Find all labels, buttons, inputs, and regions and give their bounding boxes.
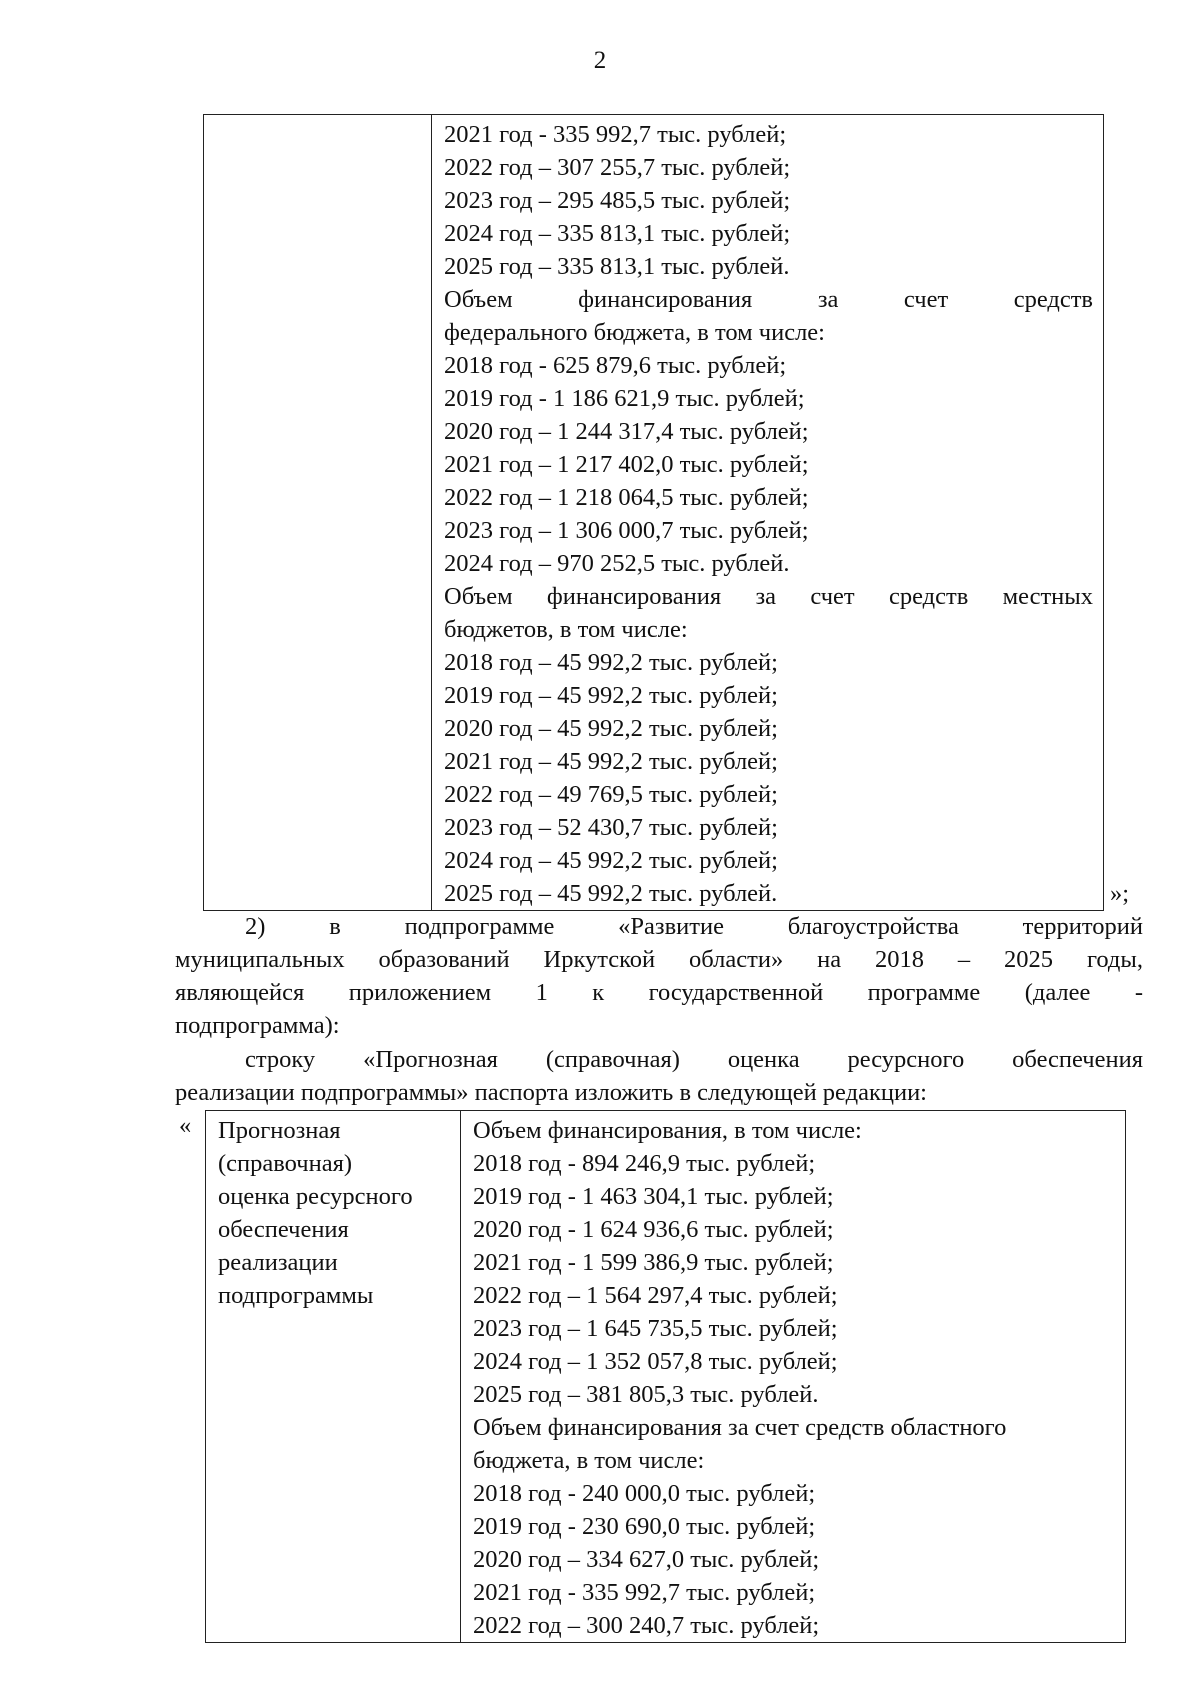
paragraph-line: муниципальных образований Иркутской области» на 2018 – 2025 годы, (175, 946, 1143, 973)
funding-line: 2021 год – 45 992,2 тыс. рублей; (444, 748, 778, 775)
funding-table-continued (203, 114, 1104, 911)
funding-line: 2023 год – 295 485,5 тыс. рублей; (444, 187, 791, 214)
funding-line: 2025 год – 335 813,1 тыс. рублей. (444, 253, 790, 280)
funding-line: 2021 год - 335 992,7 тыс. рублей; (444, 121, 787, 148)
label-line: Прогнозная (218, 1117, 341, 1144)
funding-line: 2023 год – 1 645 735,5 тыс. рублей; (473, 1315, 838, 1342)
page-number: 2 (593, 47, 607, 74)
funding-source-heading: федерального бюджета, в том числе: (444, 319, 825, 346)
funding-line: 2025 год – 45 992,2 тыс. рублей. (444, 880, 778, 907)
funding-source-heading: Объем финансирования за счет средств (444, 286, 1093, 313)
funding-line: 2022 год – 1 564 297,4 тыс. рублей; (473, 1282, 838, 1309)
funding-line: 2020 год – 1 244 317,4 тыс. рублей; (444, 418, 809, 445)
funding-line: 2019 год - 230 690,0 тыс. рублей; (473, 1513, 816, 1540)
funding-line: 2025 год – 381 805,3 тыс. рублей. (473, 1381, 819, 1408)
funding-line: 2018 год - 625 879,6 тыс. рублей; (444, 352, 787, 379)
funding-line: 2020 год – 334 627,0 тыс. рублей; (473, 1546, 820, 1573)
funding-line: 2021 год - 1 599 386,9 тыс. рублей; (473, 1249, 834, 1276)
funding-source-heading: Объем финансирования за счет средств областного (473, 1414, 1007, 1441)
table-row (206, 1111, 1126, 1643)
opening-quote-mark: « (179, 1112, 192, 1139)
label-line: (справочная) (218, 1150, 353, 1177)
label-line: реализации (218, 1249, 338, 1276)
paragraph-row-replacement (175, 1043, 1143, 1109)
closing-quote-mark: »; (1110, 880, 1130, 907)
funding-line: 2019 год – 45 992,2 тыс. рублей; (444, 682, 778, 709)
funding-line: 2018 год – 45 992,2 тыс. рублей; (444, 649, 778, 676)
table-cell-label-empty (204, 115, 432, 911)
funding-line: 2024 год – 45 992,2 тыс. рублей; (444, 847, 778, 874)
funding-line: 2021 год – 1 217 402,0 тыс. рублей; (444, 451, 809, 478)
funding-line: 2022 год – 307 255,7 тыс. рублей; (444, 154, 791, 181)
funding-source-heading: Объем финансирования, в том числе: (473, 1117, 862, 1144)
funding-line: 2024 год – 1 352 057,8 тыс. рублей; (473, 1348, 838, 1375)
funding-line: 2022 год – 300 240,7 тыс. рублей; (473, 1612, 820, 1639)
funding-source-heading: бюджета, в том числе: (473, 1447, 705, 1474)
table-cell-row-label (206, 1111, 461, 1643)
funding-line: 2020 год - 1 624 936,6 тыс. рублей; (473, 1216, 834, 1243)
funding-line: 2023 год – 1 306 000,7 тыс. рублей; (444, 517, 809, 544)
forecast-resource-table (205, 1110, 1126, 1643)
funding-line: 2020 год – 45 992,2 тыс. рублей; (444, 715, 778, 742)
label-line: обеспечения (218, 1216, 349, 1243)
paragraph-line: подпрограмма): (175, 1012, 340, 1039)
paragraph-line: строку «Прогнозная (справочная) оценка ресурсного обеспечения (245, 1046, 1143, 1073)
funding-line: 2024 год – 335 813,1 тыс. рублей; (444, 220, 791, 247)
paragraph-line: являющейся приложением 1 к государственной программе (далее - (175, 979, 1143, 1006)
funding-line: 2023 год – 52 430,7 тыс. рублей; (444, 814, 778, 841)
funding-line: 2019 год - 1 186 621,9 тыс. рублей; (444, 385, 805, 412)
funding-line: 2018 год - 894 246,9 тыс. рублей; (473, 1150, 816, 1177)
funding-line: 2021 год - 335 992,7 тыс. рублей; (473, 1579, 816, 1606)
table-cell-funding-volumes (461, 1111, 1126, 1643)
paragraph-subprogram-amendment (175, 910, 1143, 1042)
table-row (204, 115, 1104, 911)
funding-source-heading: бюджетов, в том числе: (444, 616, 688, 643)
funding-source-heading: Объем финансирования за счет средств местных (444, 583, 1093, 610)
paragraph-line: реализации подпрограммы» паспорта изложить в следующей редакции: (175, 1079, 927, 1106)
funding-line: 2019 год - 1 463 304,1 тыс. рублей; (473, 1183, 834, 1210)
label-line: оценка ресурсного (218, 1183, 413, 1210)
table-cell-funding-volumes (432, 115, 1104, 911)
funding-line: 2018 год - 240 000,0 тыс. рублей; (473, 1480, 816, 1507)
funding-line: 2022 год – 1 218 064,5 тыс. рублей; (444, 484, 809, 511)
funding-line: 2022 год – 49 769,5 тыс. рублей; (444, 781, 778, 808)
paragraph-line: 2) в подпрограмме «Развитие благоустройства территорий (245, 913, 1143, 940)
funding-line: 2024 год – 970 252,5 тыс. рублей. (444, 550, 790, 577)
label-line: подпрограммы (218, 1282, 374, 1309)
